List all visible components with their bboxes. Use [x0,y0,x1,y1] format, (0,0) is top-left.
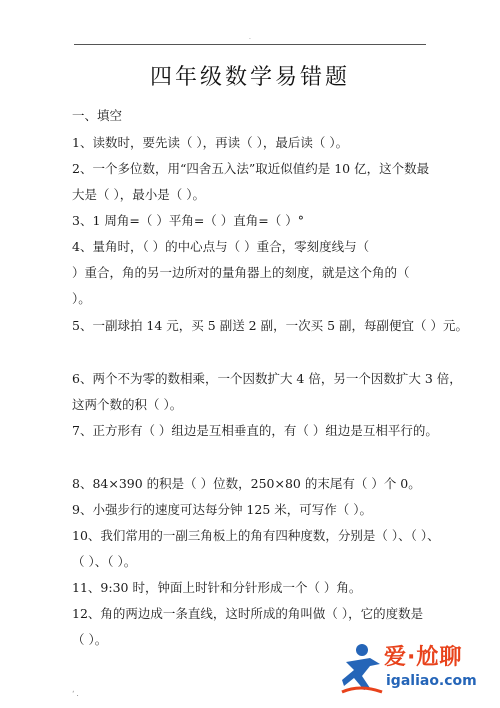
question-line: 5、一副球拍 14 元，买 5 副送 2 副，一次买 5 副，每副便宜（ ）元。 [72,318,468,333]
question-line: 4、量角时，（ ）的中心点与（ ）重合，零刻度线与（ [72,239,370,254]
question-line: 12、角的两边成一条直线，这时所成的角叫做（ ），它的度数是 [72,606,424,621]
question-line: （ ）、（ ）。 [72,554,137,569]
section-heading: 一、填空 [72,108,123,123]
question-line: 6、两个不为零的数相乘，一个因数扩大 4 倍，另一个因数扩大 3 倍， [72,371,462,386]
header-dot: · [249,36,251,43]
question-line: 3、1 周角=（ ）平角=（ ）直角=（ ）° [72,213,304,228]
question-line: 7、正方形有（ ）组边是互相垂直的，有（ ）组边是互相平行的。 [72,423,438,438]
question-line: 9、小强步行的速度可达每分钟 125 米，可写作（ ）。 [72,502,372,517]
question-line: 1、读数时，要先读（ ），再读（ ），最后读（ ）。 [72,135,349,150]
watermark-brand: 爱·尬聊 [384,645,463,670]
footer-mark: ‘ . [72,690,79,698]
header-rule [74,44,426,45]
question-line: ）重合，角的另一边所对的量角器上的刻度，就是这个角的（ [72,265,410,280]
document-title: 四年级数学易错题 [149,65,350,90]
question-line: 10、我们常用的一副三角板上的角有四种度数，分别是（ ）、（ ）、 [72,528,440,543]
question-line: 8、84×390 的积是（ ）位数，250×80 的末尾有（ ）个 0。 [72,476,421,491]
question-line: 11、9:30 时，钟面上时针和分针形成一个（ ）角。 [72,580,362,595]
question-line: ）。 [72,291,91,306]
question-line: （ ）。 [72,632,108,647]
question-line: 大是（ ），最小是（ ）。 [72,187,205,202]
watermark-url: igaliao.com [386,673,477,689]
question-line: 2、一个多位数，用“四舍五入法”取近似值约是 10 亿，这个数最 [72,161,430,176]
running-figure-icon [340,642,384,698]
question-line: 这两个数的积（ ）。 [72,397,183,412]
watermark-logo [340,640,490,700]
